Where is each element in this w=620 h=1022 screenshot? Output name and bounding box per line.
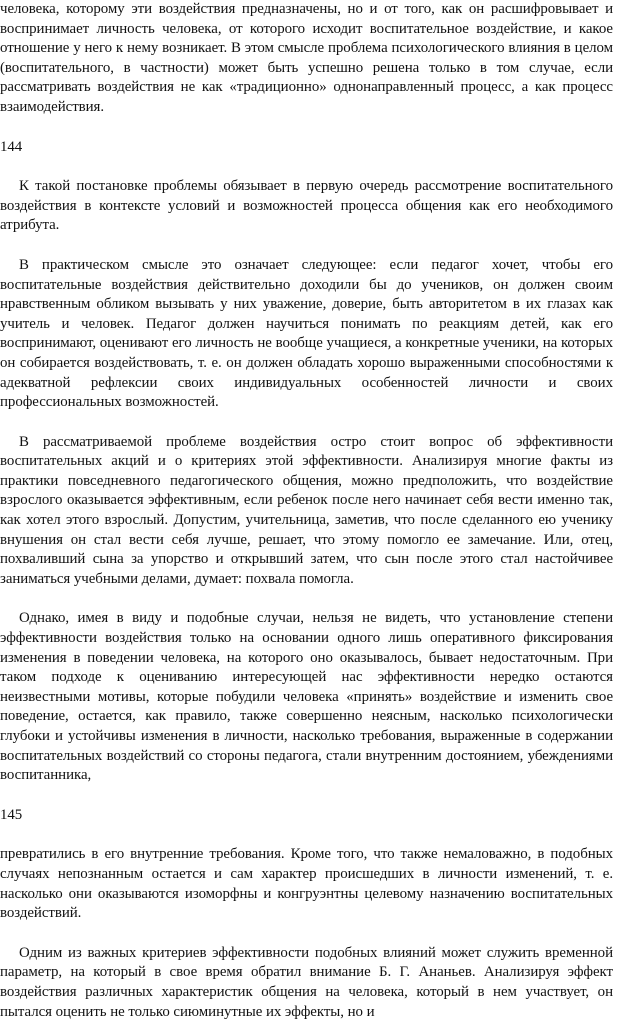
page-number-145: 145 <box>0 806 23 823</box>
paragraph-however: Однако, имея в виду и подобные случаи, нельзя не видеть, что установление степени эффективности воздействия только на основании одного лишь оперативного фиксирования изменения в поведении человека, на которого оно оказывалось, бывает недостаточным. При таком подходе к оцениванию интересующей нас эффективности нередко остаются неизвестными мотивы, которые побудили человека «принять» воздействие и изменить свое поведение, остается, как правило, также совершенно неясным, насколько психологически глубоки и устойчивы изменения в личности, насколько требования, выраженные в содержании воспитательных воздействий со стороны педагога, стали внутренним достоянием, убеждениями воспитанника, <box>0 610 613 784</box>
paragraph-continuation: человека, которому эти воздействия предназначены, но и от того, как он расшифровывает и воспринимает личность человека, от которого исходит воспитательное воздействие, и какое отношение у него к нему возникает. В этом смысле проблема психологического влияния в целом (воспитательного, в частности) может быть успешно решена только в том случае, если рассматривать воздействия не как «традиционно» однонаправленный процесс, а как процесс взаимодействия. <box>0 1 613 115</box>
paragraph-internal-requirements: превратились в его внутренние требования. Кроме того, что также немаловажно, в подобных случаях непознанным остается и сам характер происшедших в личности изменений, т. е. насколько они оказываются изоморфны и конгруэнтны целевому назначению воспитательных воздействий. <box>0 846 613 922</box>
paragraph-practical-meaning: В практическом смысле это означает следующее: если педагог хочет, чтобы его воспитательные воздействия действительно доходили бы до учеников, он должен своим нравственным обликом вызывать у них уважение, доверие, быть авторитетом в их глазах как учитель и человек. Педагог должен научиться понимать по реакциям детей, как его воспринимают, оценивают его личность не вообще учащиеся, а конкретные ученики, на которых он собирается воздействовать, т. е. он должен обладать хорошо выраженными способностями к адекватной рефлексии своих индивидуальных особенностей личности и своих профессиональных возможностей. <box>0 256 613 411</box>
page-number-144: 144 <box>0 138 23 155</box>
paragraph-effectiveness: В рассматриваемой проблеме воздействия остро стоит вопрос об эффективности воспитательных акций и о критериях этой эффективности. Анализируя многие факты из практики повседневного педагогического общения, можно предположить, что воздействие взрослого оказывается эффективным, если ребенок после него начинает себя вести именно так, как хотел этого взрослый. Допустим, учительница, заметив, что после сделанного ею ученику внушения он стал вести себя лучше, решает, что этому помогло ее замечание. Или, отец, похваливший сына за упорство и открывший затем, что сын после этого стал настойчивее заниматься учебными делами, думает: похвала помогла. <box>0 433 613 587</box>
paragraph-problem-statement: К такой постановке проблемы обязывает в первую очередь рассмотрение воспитательного воздействия в контексте условий и возможностей процесса общения как его необходимого атрибута. <box>0 178 613 234</box>
paragraph-time-criterion: Одним из важных критериев эффективности подобных влияний может служить временной параметр, на который в свое время обратил внимание Б. Г. Ананьев. Анализируя эффект воздействия различных характеристик общения на человека, который в нем участвует, он пытался оценить не только сиюминутные их эффекты, но и <box>0 944 613 1020</box>
